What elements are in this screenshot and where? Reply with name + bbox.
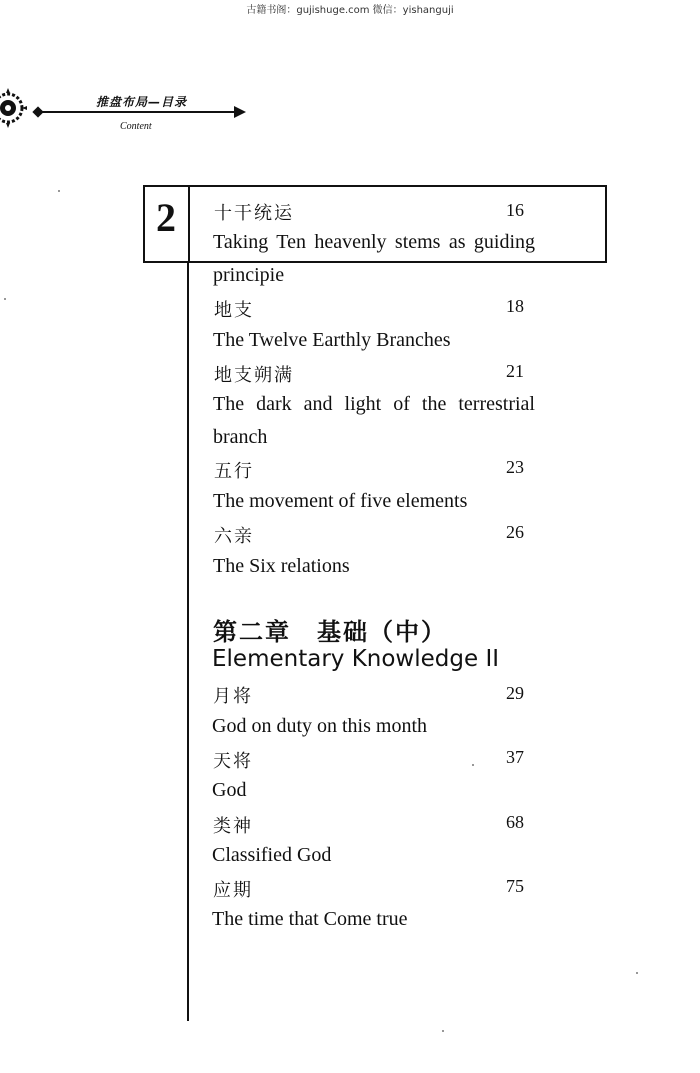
chapter-number: 2 <box>156 195 176 240</box>
header-title: 推盘布局—目录 <box>96 95 188 109</box>
toc-entry-en[interactable]: God <box>212 779 247 801</box>
toc-entry-zh[interactable]: 应期 <box>213 880 253 901</box>
header-rule <box>40 111 236 113</box>
toc-page-number[interactable]: 16 <box>506 200 524 220</box>
toc-page-number[interactable]: 75 <box>506 876 524 896</box>
scan-speck <box>442 1030 444 1032</box>
toc-entry-en[interactable]: The Twelve Earthly Branches <box>213 329 451 351</box>
toc-page-number[interactable]: 18 <box>506 296 524 316</box>
toc-entry-en-cont[interactable]: principie <box>213 264 285 286</box>
toc-entry-en[interactable]: The Six relations <box>213 555 350 577</box>
toc-entry-zh[interactable]: 十干统运 <box>214 203 294 224</box>
toc-page-number[interactable]: 23 <box>506 457 524 477</box>
toc-entry-zh[interactable]: 天将 <box>213 751 253 772</box>
scan-speck <box>472 764 474 766</box>
header-subtitle: Content <box>120 121 152 132</box>
header-arrow-icon <box>234 106 246 118</box>
toc-entry-en[interactable]: The dark and light of the terrestrial <box>213 393 535 415</box>
toc-entry-en[interactable]: God on duty on this month <box>212 715 428 737</box>
toc-page-number[interactable]: 37 <box>506 747 524 767</box>
toc-page-number[interactable]: 68 <box>506 812 524 832</box>
toc-entry-zh[interactable]: 地支 <box>214 300 254 321</box>
toc-entry-en[interactable]: The movement of five elements <box>213 490 468 512</box>
margin-rule <box>187 263 189 1021</box>
toc-entry-en[interactable]: Classified God <box>212 844 332 866</box>
scan-speck <box>636 972 638 974</box>
toc-entry-zh[interactable]: 月将 <box>213 686 253 707</box>
toc-entry-zh[interactable]: 六亲 <box>214 526 254 547</box>
toc-entry-en[interactable]: The time that Come true <box>212 908 408 930</box>
chapter-heading-en[interactable]: Elementary Knowledge II <box>212 646 500 672</box>
ornament-emblem-icon <box>0 84 30 132</box>
toc-page-number[interactable]: 26 <box>506 522 524 542</box>
toc-page-number[interactable]: 29 <box>506 683 524 703</box>
toc-entry-en[interactable]: Taking Ten heavenly stems as guiding <box>213 231 535 253</box>
toc-entry-zh[interactable]: 地支朔满 <box>214 365 294 386</box>
scan-speck <box>58 190 60 192</box>
toc-entry-en-cont[interactable]: branch <box>213 426 268 448</box>
watermark-text: 古籍书阁：gujishuge.com 微信：yishanguji <box>246 5 454 16</box>
toc-page-number[interactable]: 21 <box>506 361 524 381</box>
toc-entry-zh[interactable]: 五行 <box>214 461 254 482</box>
chapter-heading-zh[interactable]: 第二章 基础（中） <box>213 618 447 646</box>
toc-entry-zh[interactable]: 类神 <box>213 816 253 837</box>
scan-speck <box>4 298 6 300</box>
